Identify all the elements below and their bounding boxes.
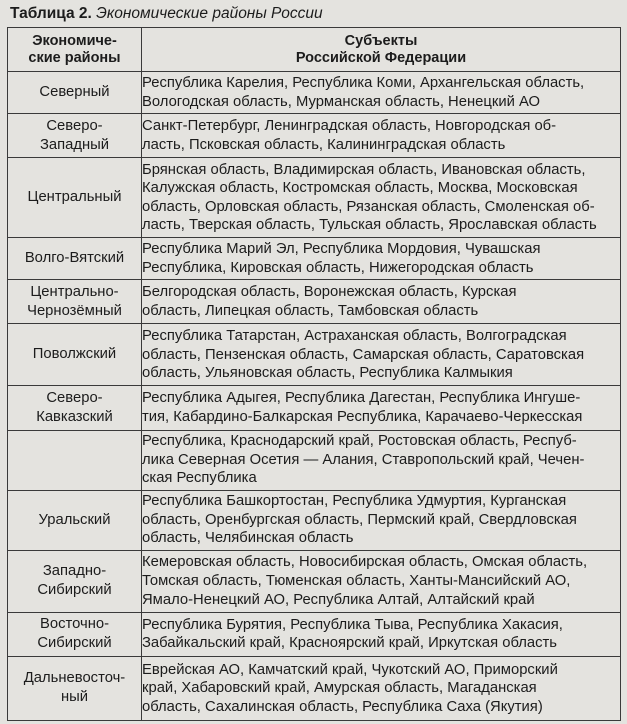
table-number: Таблица 2.	[10, 5, 92, 22]
table-caption	[10, 3, 620, 25]
table-row	[8, 158, 621, 238]
table-title: Экономические районы России	[96, 5, 323, 22]
region-name: Центрально- Чернозёмный	[8, 280, 142, 324]
region-subjects: Кемеровская область, Новосибирская область, Омская область, Томская область, Тюменская область, Ханты-Мансийский АО, Ямало-Ненецкий АО, Республика Алтай, Алтайский край	[142, 550, 621, 612]
region-name: Волго-Вятский	[8, 238, 142, 280]
region-name: Центральный	[8, 158, 142, 238]
region-name: Поволжский	[8, 324, 142, 386]
table-row	[8, 656, 621, 720]
region-subjects: Республика Карелия, Республика Коми, Архангельская область, Вологодская область, Мурманская область, Ненецкий АО	[142, 72, 621, 114]
table-row	[8, 114, 621, 158]
table-row	[8, 324, 621, 386]
region-subjects: Еврейская АО, Камчатский край, Чукотский АО, Приморский край, Хабаровский край, Амурская область, Магаданская область, Сахалинская область, Республика Саха (Якутия)	[142, 656, 621, 720]
region-subjects: Белгородская область, Воронежская область, Курская область, Липецкая область, Тамбовская область	[142, 280, 621, 324]
region-subjects: Брянская область, Владимирская область, Ивановская область, Калужская область, Костромская область, Москва, Московская область, Орловская область, Рязанская область, Смоленская об- ласть, Тверская область, Тульская область, Ярославская область	[142, 158, 621, 238]
table-row	[8, 490, 621, 550]
region-subjects: Республика Адыгея, Республика Дагестан, Республика Ингуше- тия, Кабардино-Балкарская Республика, Карачаево-Черкесская	[142, 386, 621, 430]
table-row	[8, 550, 621, 612]
region-name: Северо- Западный	[8, 114, 142, 158]
region-subjects: Республика Бурятия, Республика Тыва, Республика Хакасия, Забайкальский край, Красноярский край, Иркутская область	[142, 612, 621, 656]
region-name: Северо- Кавказский	[8, 386, 142, 430]
region-name: Дальневосточ- ный	[8, 656, 142, 720]
header-regions: Экономиче- ские районы	[8, 28, 142, 72]
table-row	[8, 280, 621, 324]
table-row	[8, 386, 621, 430]
table-header-row	[8, 28, 621, 72]
table-row	[8, 430, 621, 490]
header-subjects: Субъекты Российской Федерации	[142, 28, 621, 72]
region-name: Уральский	[8, 490, 142, 550]
region-subjects: Санкт-Петербург, Ленинградская область, Новгородская об- ласть, Псковская область, Калининградская область	[142, 114, 621, 158]
region-name: Восточно- Сибирский	[8, 612, 142, 656]
region-name	[8, 430, 142, 490]
table-row	[8, 72, 621, 114]
region-subjects: Республика Марий Эл, Республика Мордовия, Чувашская Республика, Кировская область, Нижегородская область	[142, 238, 621, 280]
region-subjects: Республика Башкортостан, Республика Удмуртия, Курганская область, Оренбургская область, Пермский край, Свердловская область, Челябинская область	[142, 490, 621, 550]
region-name: Северный	[8, 72, 142, 114]
economic-regions-table	[7, 27, 621, 721]
table-row	[8, 238, 621, 280]
table-row	[8, 612, 621, 656]
region-subjects: Республика Татарстан, Астраханская область, Волгоградская область, Пензенская область, Самарская область, Саратовская область, Ульяновская область, Республика Калмыкия	[142, 324, 621, 386]
region-subjects: Республика, Краснодарский край, Ростовская область, Респуб- лика Северная Осетия — Алания, Ставропольский край, Чечен- ская Республика	[142, 430, 621, 490]
region-name: Западно- Сибирский	[8, 550, 142, 612]
